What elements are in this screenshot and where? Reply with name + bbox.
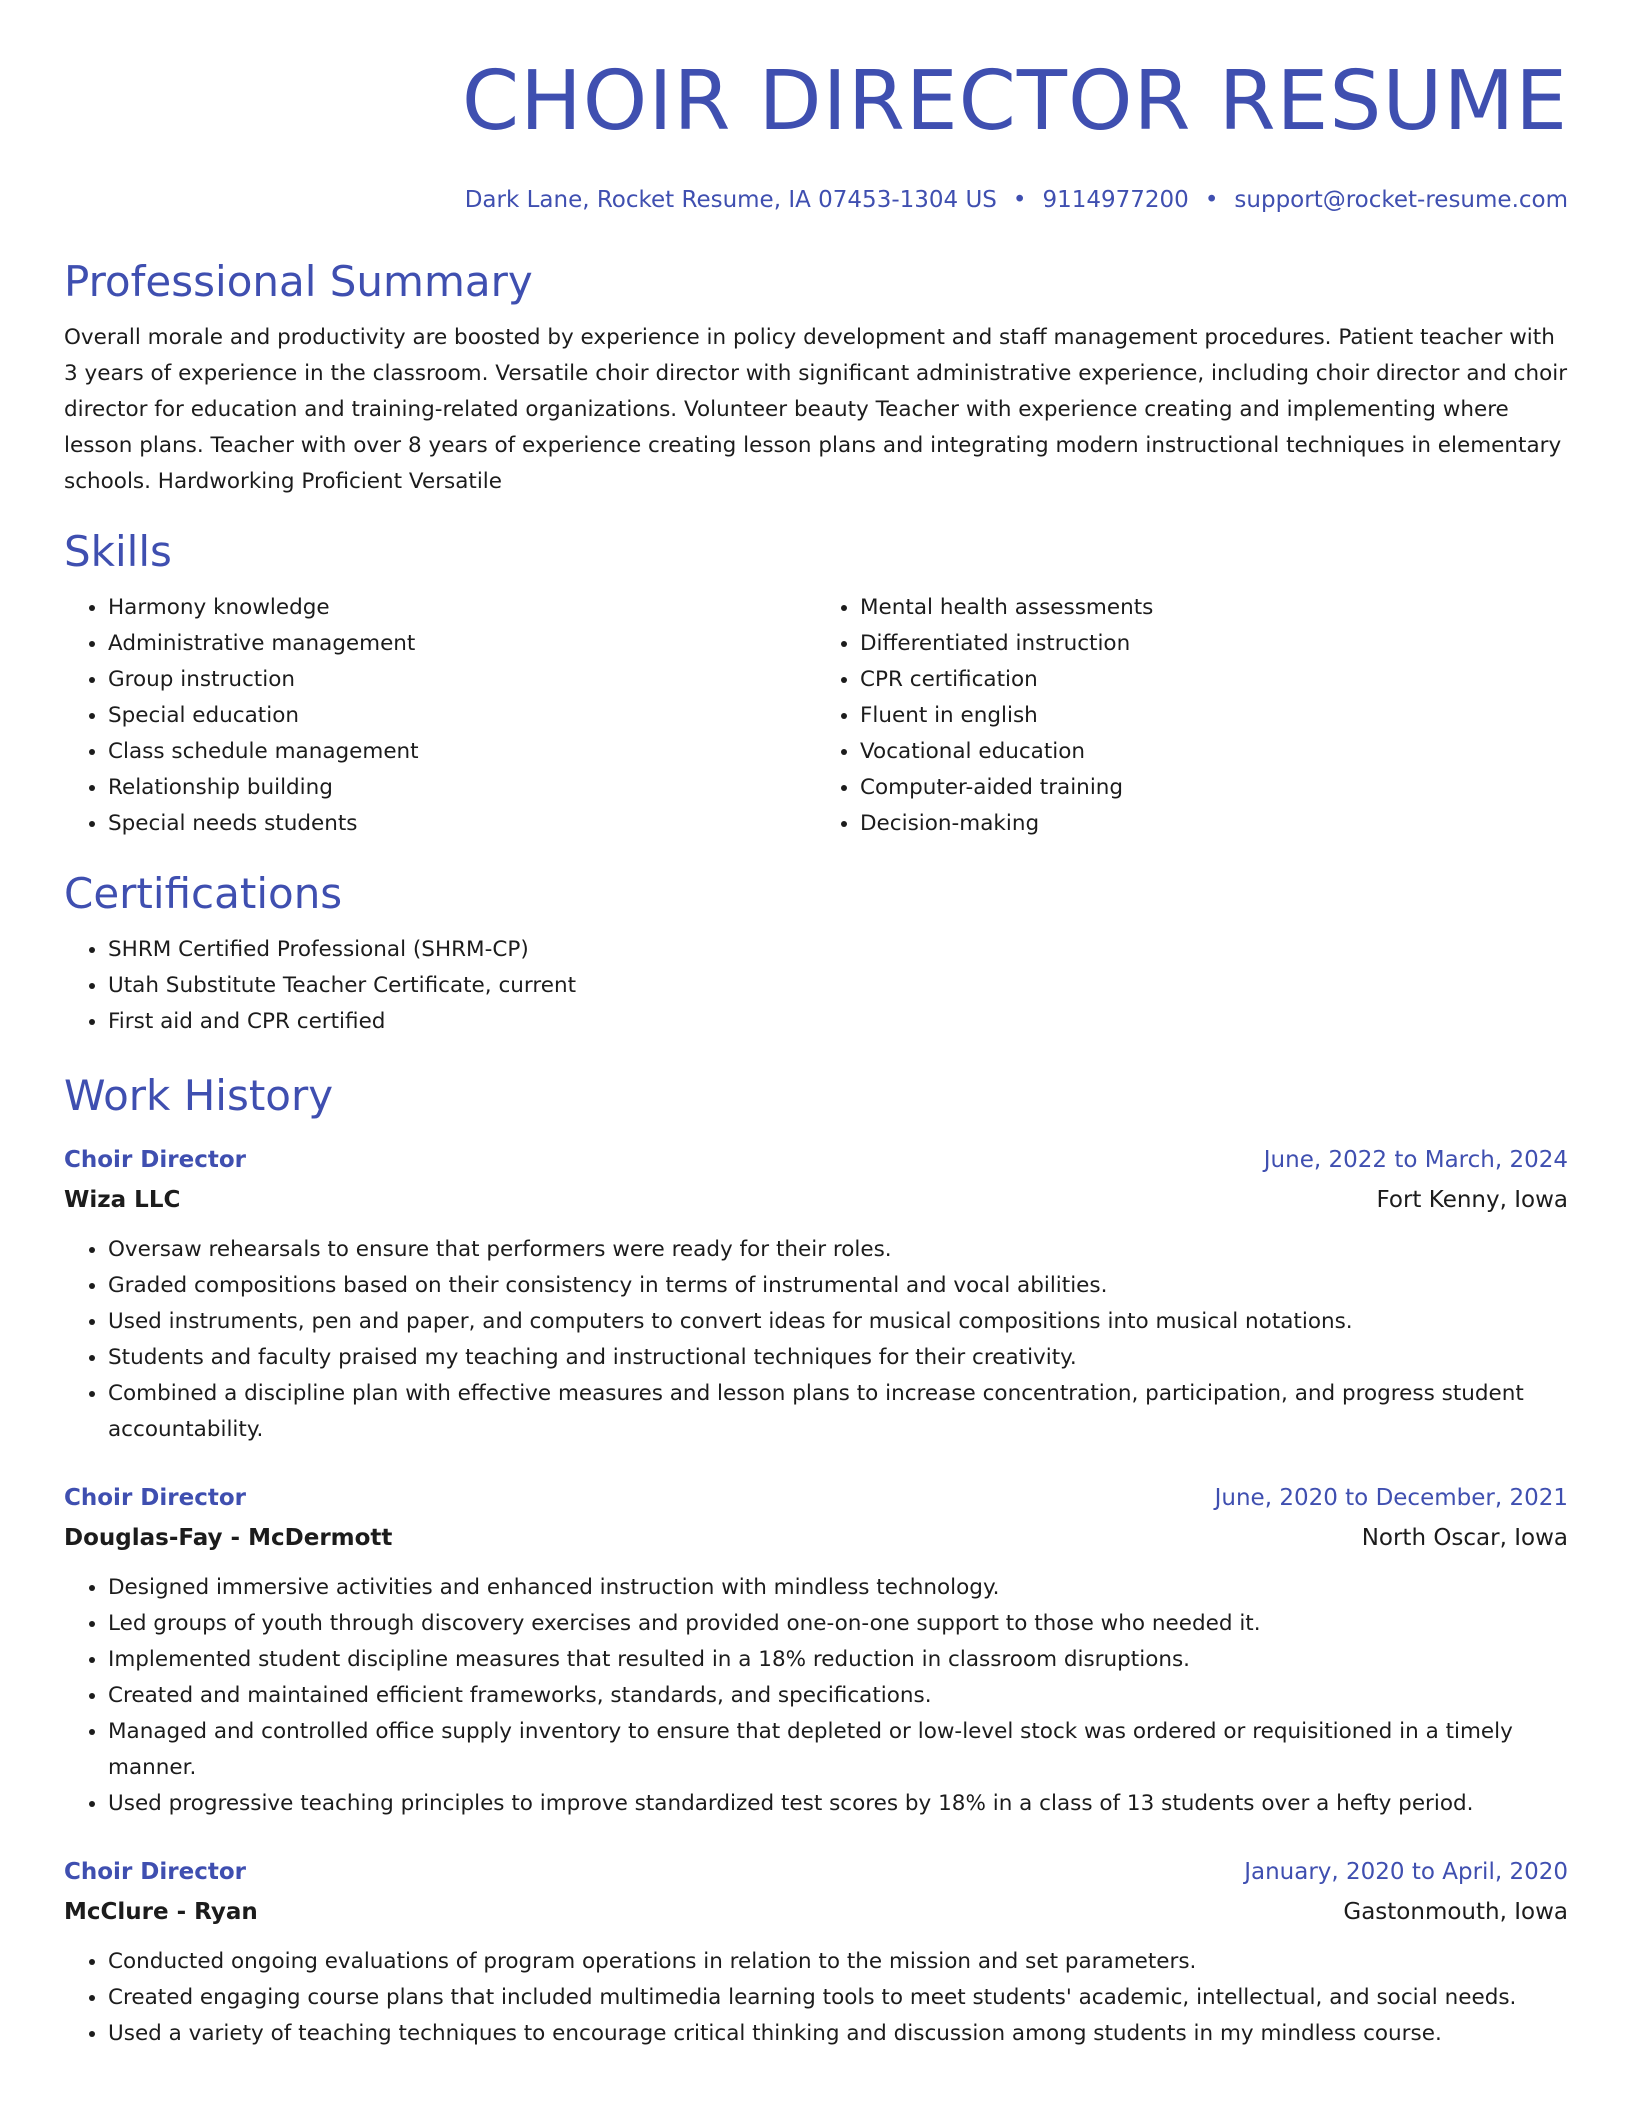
skill-item: • Mental health assessments [860,590,1568,626]
job-bullet: • Oversaw rehearsals to ensure that performers were ready for their roles. [108,1232,1568,1268]
summary-heading: Professional Summary [64,257,533,306]
job-bullet: • Graded compositions based on their consistency in terms of instrumental and vocal abilities. [108,1268,1568,1304]
job-bullet: • Conducted ongoing evaluations of program operations in relation to the mission and set parameters. [108,1944,1568,1980]
job-bullet: • Students and faculty praised my teaching and instructional techniques for their creativity. [108,1340,1568,1376]
job-company-row [64,1518,1568,1558]
job-bullet: • Created engaging course plans that included multimedia learning tools to meet students' academic, intellectual, and social needs. [108,1980,1568,2016]
contact-address: Dark Lane, Rocket Resume, IA 07453-1304 US [464,187,997,213]
contact-line [64,184,1568,216]
contact-separator: • [1204,187,1219,213]
job-bullet: • Managed and controlled office supply inventory to ensure that depleted or low-level stock was ordered or requisitioned in a timely manner. [108,1714,1568,1786]
job-title: Choir Director [64,1147,246,1173]
job-company: McClure - Ryan [64,1899,258,1925]
skills-list [64,590,1568,842]
resume-header [64,0,1568,216]
contact-separator: • [1012,187,1027,213]
job-bullet: • Implemented student discipline measures that resulted in a 18% reduction in classroom disruptions. [108,1642,1568,1678]
job-bullet: • Used a variety of teaching techniques to encourage critical thinking and discussion among students in my mindless course. [108,2016,1568,2052]
job-bullet: • Created and maintained efficient frameworks, standards, and specifications. [108,1678,1568,1714]
skill-item: • Differentiated instruction [860,626,1568,662]
skill-item: • Computer-aided training [860,770,1568,806]
skill-item: • Administrative management [108,626,816,662]
job-bullet: • Led groups of youth through discovery exercises and provided one-on-one support to those who needed it. [108,1606,1568,1642]
contact-email[interactable]: support@rocket-resume.com [1234,187,1568,213]
work-history-heading: Work History [64,1071,334,1120]
job-company: Wiza LLC [64,1187,181,1213]
skill-item: • Class schedule management [108,734,816,770]
job-header-row [64,1478,1568,1518]
job-bullet: • Designed immersive activities and enhanced instruction with mindless technology. [108,1570,1568,1606]
skill-item: • Special education [108,698,816,734]
job-bullets [64,1944,1568,2052]
job-entry [64,1852,1568,2052]
job-dates: January, 2020 to April, 2020 [1244,1859,1568,1885]
job-company-row [64,1180,1568,1220]
skill-item: • Special needs students [108,806,816,842]
skill-item: • CPR certification [860,662,1568,698]
job-bullet: • Used progressive teaching principles to improve standardized test scores by 18% in a class of 13 students over a hefty period. [108,1786,1568,1822]
job-location: North Oscar, Iowa [1361,1525,1568,1551]
job-bullet: • Used instruments, pen and paper, and computers to convert ideas for musical compositions into musical notations. [108,1304,1568,1340]
job-location: Fort Kenny, Iowa [1376,1187,1568,1213]
skills-column-right [816,590,1568,842]
job-location: Gastonmouth, Iowa [1343,1899,1568,1925]
job-entry [64,1478,1568,1822]
job-company: Douglas-Fay - McDermott [64,1525,393,1551]
skills-heading: Skills [64,527,172,576]
skill-item: • Harmony knowledge [108,590,816,626]
resume-title: CHOIR DIRECTOR RESUME [461,54,1568,149]
job-dates: June, 2022 to March, 2024 [1263,1147,1568,1173]
certification-item: • SHRM Certified Professional (SHRM-CP) [108,932,1568,968]
job-header-row [64,1852,1568,1892]
job-bullets [64,1570,1568,1822]
skill-item: • Relationship building [108,770,816,806]
skill-item: • Decision-making [860,806,1568,842]
skills-column-left [64,590,816,842]
certifications-list [64,932,1568,1040]
job-bullet: • Combined a discipline plan with effective measures and lesson plans to increase concentration, participation, and progress student accountability. [108,1376,1568,1448]
certifications-heading: Certifications [64,869,343,918]
certification-item: • Utah Substitute Teacher Certificate, current [108,968,1568,1004]
job-header-row [64,1140,1568,1180]
contact-phone: 9114977200 [1042,187,1189,213]
job-entry [64,1140,1568,1448]
job-dates: June, 2020 to December, 2021 [1214,1485,1568,1511]
certification-item: • First aid and CPR certified [108,1004,1568,1040]
job-company-row [64,1892,1568,1932]
job-title: Choir Director [64,1859,246,1885]
summary-text: Overall morale and productivity are boosted by experience in policy development and staff management procedures. Patient teacher with 3 years of experience in the classroom. Versatile choir director with significant administrative experience, including choir director and choir director for education and training-related organizations. Volunteer beauty Teacher with experience creating and implementing where lesson plans. Teacher with over 8 years of experience creating lesson plans and integrating modern instructional techniques in elementary schools. Hardworking Proficient Versatile [64,325,1568,494]
skill-item: • Fluent in english [860,698,1568,734]
job-bullets [64,1232,1568,1448]
skill-item: • Group instruction [108,662,816,698]
skill-item: • Vocational education [860,734,1568,770]
job-title: Choir Director [64,1485,246,1511]
